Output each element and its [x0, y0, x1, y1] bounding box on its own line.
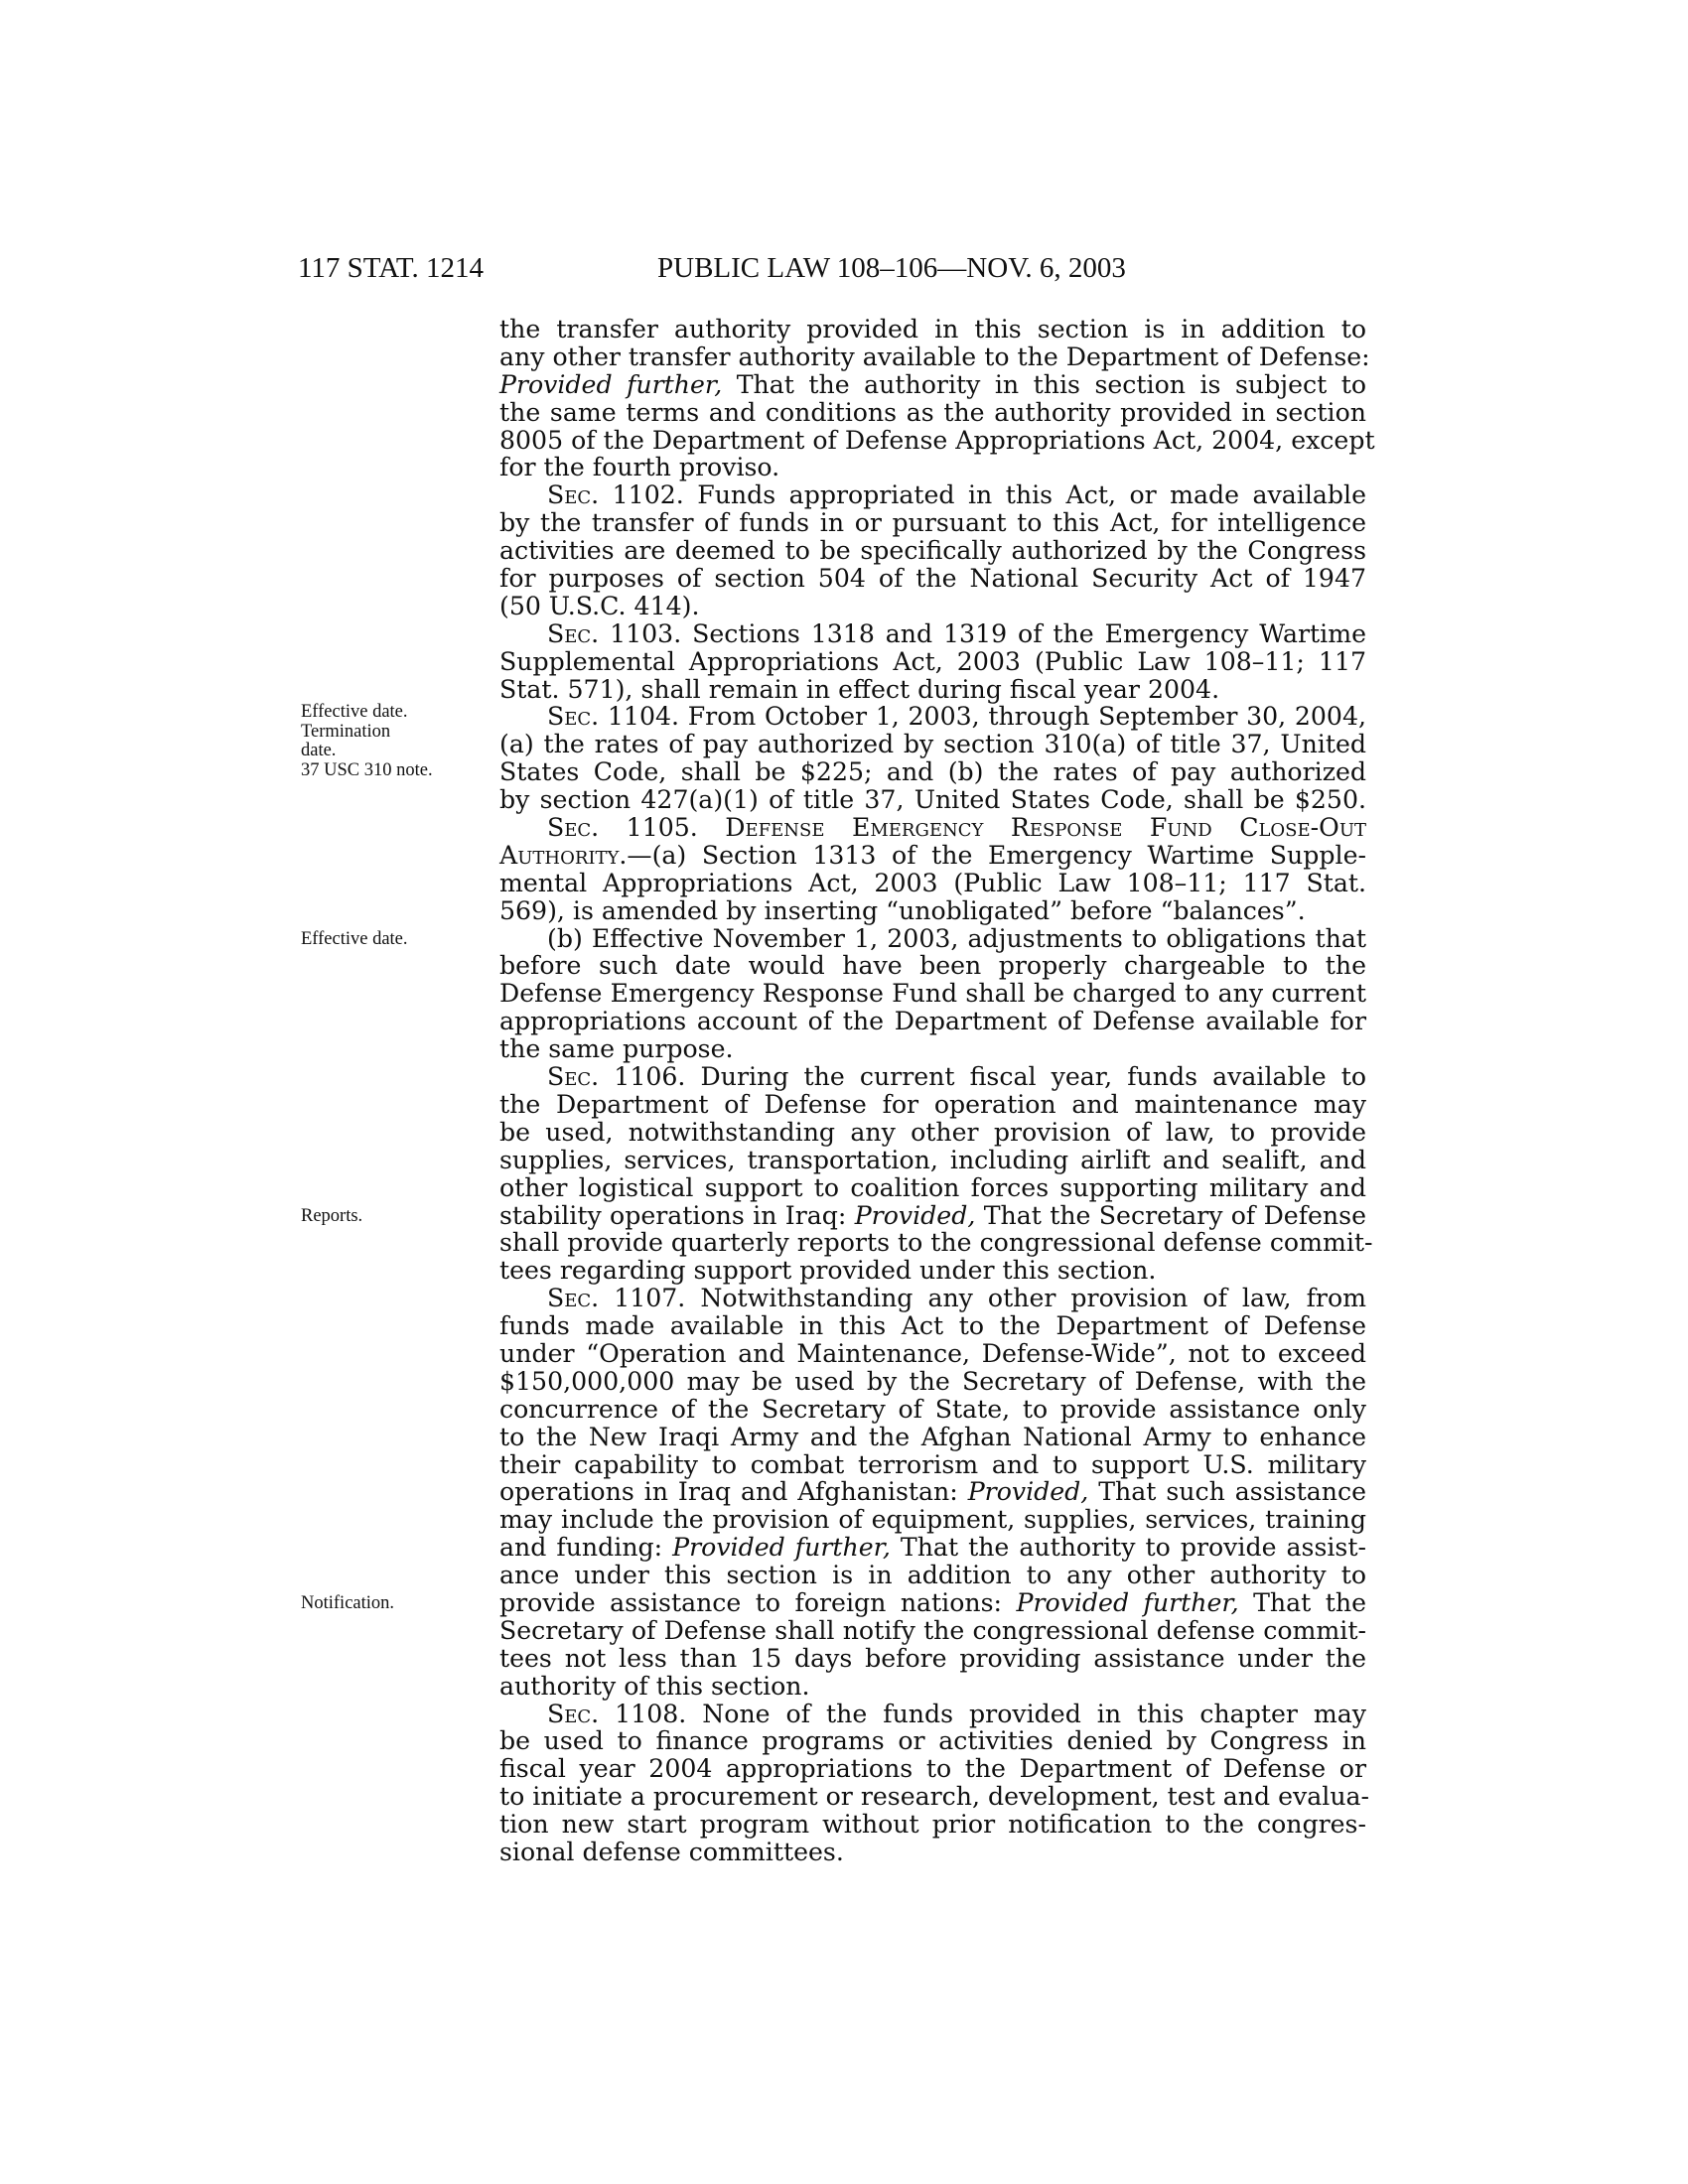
proviso-italic: Provided,: [967, 1477, 1089, 1507]
text-line: concurrence of the Secretary of State, to provide assistance only: [499, 1394, 1366, 1424]
text-line: mental Appropriations Act, 2003 (Public Law 108–11; 117 Stat.: [499, 868, 1366, 897]
text-line: shall provide quarterly reports to the congressional defense commit-: [499, 1228, 1373, 1258]
text-line: $150,000,000 may be used by the Secretary of Defense, with the: [499, 1366, 1366, 1396]
section-1102-start: Sec. 1102. Funds appropriated in this Act, or made available: [547, 480, 1366, 510]
text-line: may include the provision of equipment, supplies, services, training: [499, 1505, 1366, 1535]
section-label: Sec.: [547, 1062, 600, 1092]
text-line: the same terms and conditions as the authority provided in section: [499, 397, 1366, 427]
proviso-italic: Provided,: [854, 1200, 976, 1230]
text-line: appropriations account of the Department of Defense available for: [499, 1007, 1366, 1036]
text-line: 569), is amended by inserting “unobligated” before “balances”.: [499, 895, 1306, 925]
section-1103-start: Sec. 1103. Sections 1318 and 1319 of the Emergency Wartime: [547, 618, 1366, 648]
text-line: authority of this section.: [499, 1671, 810, 1701]
section-label: Sec.: [547, 480, 600, 510]
section-heading: Defense Emergency Response Fund Close-Out: [725, 813, 1366, 843]
margin-note-line: Effective date.: [301, 929, 408, 949]
text-line: Supplemental Appropriations Act, 2003 (Public Law 108–11; 117: [499, 646, 1366, 676]
text-line: under “Operation and Maintenance, Defense-Wide”, not to exceed: [499, 1338, 1366, 1368]
text-line: (a) the rates of pay authorized by section 310(a) of title 37, United: [499, 730, 1366, 759]
section-label: Sec.: [547, 813, 600, 843]
margin-note-line: Notification.: [301, 1593, 395, 1613]
margin-note-sec-1106: [301, 1207, 480, 1227]
text-line: tion new start program without prior notification to the congres-: [499, 1810, 1366, 1840]
text-line: supplies, services, transportation, including airlift and sealift, and: [499, 1145, 1366, 1174]
section-heading: Authority: [499, 840, 620, 870]
body-text: [499, 315, 1375, 1866]
text-line: Stat. 571), shall remain in effect during fiscal year 2004.: [499, 674, 1220, 704]
section-1105-start: Sec. 1105. Defense Emergency Response Fund Close-Out: [547, 813, 1366, 843]
text-line: fiscal year 2004 appropriations to the Department of Defense or: [499, 1754, 1366, 1784]
text-line: to the New Iraqi Army and the Afghan National Army to enhance: [499, 1422, 1366, 1451]
section-1108-start: Sec. 1108. None of the funds provided in this chapter may: [547, 1699, 1366, 1728]
section-1107-start: Sec. 1107. Notwithstanding any other provision of law, from: [547, 1284, 1366, 1313]
proviso-italic: Provided further,: [499, 369, 723, 399]
text-line: Provided further, That the authority in this section is subject to: [499, 369, 1366, 399]
margin-note-line: Reports.: [301, 1206, 363, 1226]
margin-note-line: Termination: [301, 721, 391, 742]
text-line: sional defense committees.: [499, 1837, 844, 1866]
text-line: Authority.—(a) Section 1313 of the Emergency Wartime Supple-: [499, 840, 1366, 870]
text-line: by the transfer of funds in or pursuant to this Act, for intelligence: [499, 508, 1366, 538]
text-line: activities are deemed to be specifically authorized by the Congress: [499, 536, 1366, 566]
margin-note-sec-1105b: [301, 930, 480, 950]
margin-note-line: Effective date.: [301, 702, 408, 722]
section-label: Sec.: [547, 618, 600, 648]
section-1104-start: Sec. 1104. From October 1, 2003, through September 30, 2004,: [547, 702, 1366, 732]
text-line: their capability to combat terrorism and to support U.S. military: [499, 1449, 1366, 1479]
text-line: by section 427(a)(1) of title 37, United States Code, shall be $250.: [499, 785, 1366, 815]
text-line: Defense Emergency Response Fund shall be charged to any current: [499, 979, 1366, 1009]
margin-note-line: 37 USC 310 note.: [301, 759, 433, 780]
text-line: stability operations in Iraq: Provided, That the Secretary of Defense: [499, 1200, 1366, 1230]
margin-note-line: date.: [301, 741, 337, 760]
text-line: the same purpose.: [499, 1034, 734, 1064]
text-line: operations in Iraq and Afghanistan: Provided, That such assistance: [499, 1477, 1366, 1507]
proviso-italic: Provided further,: [672, 1533, 891, 1563]
margin-note-sec-1107: [301, 1594, 480, 1614]
text-line: the Department of Defense for operation and maintenance may: [499, 1089, 1366, 1119]
stat-citation: 117 STAT. 1214: [298, 252, 484, 284]
text-line: (50 U.S.C. 414).: [499, 591, 700, 620]
text-line: 8005 of the Department of Defense Appropriations Act, 2004, except: [499, 425, 1375, 455]
text-line: and funding: Provided further, That the authority to provide assist-: [499, 1533, 1366, 1563]
page-header: [298, 248, 1331, 288]
section-label: Sec.: [547, 702, 600, 732]
text-line: for the fourth proviso.: [499, 453, 780, 482]
text-line: any other transfer authority available to the Department of Defense:: [499, 341, 1370, 371]
text-line: provide assistance to foreign nations: Provided further, That the: [499, 1587, 1366, 1617]
text-line: Secretary of Defense shall notify the congressional defense commit-: [499, 1615, 1366, 1645]
text-line: be used to finance programs or activities denied by Congress in: [499, 1726, 1366, 1756]
text-line: tees not less than 15 days before providing assistance under the: [499, 1643, 1366, 1673]
proviso-italic: Provided further,: [1016, 1587, 1239, 1617]
text-line: States Code, shall be $225; and (b) the rates of pay authorized: [499, 757, 1366, 787]
section-label: Sec.: [547, 1699, 600, 1728]
text-line: for purposes of section 504 of the National Security Act of 1947: [499, 564, 1366, 594]
margin-note-sec-1104: [301, 703, 480, 780]
text-line: before such date would have been properly chargeable to the: [499, 951, 1366, 981]
text-line: other logistical support to coalition forces supporting military and: [499, 1172, 1366, 1202]
text-line: funds made available in this Act to the Department of Defense: [499, 1311, 1366, 1341]
section-1106-start: Sec. 1106. During the current fiscal year, funds available to: [547, 1062, 1366, 1092]
text-line: tees regarding support provided under this section.: [499, 1256, 1157, 1286]
text-line: ance under this section is in addition to any other authority to: [499, 1561, 1366, 1590]
text-line: to initiate a procurement or research, development, test and evalua-: [499, 1782, 1370, 1812]
section-label: Sec.: [547, 1284, 600, 1313]
text-line: be used, notwithstanding any other provision of law, to provide: [499, 1117, 1366, 1147]
subsection-1105b-start: (b) Effective November 1, 2003, adjustments to obligations that: [547, 923, 1366, 953]
text-line: the transfer authority provided in this section is in addition to: [499, 315, 1366, 343]
law-title: PUBLIC LAW 108–106—NOV. 6, 2003: [657, 252, 1126, 284]
